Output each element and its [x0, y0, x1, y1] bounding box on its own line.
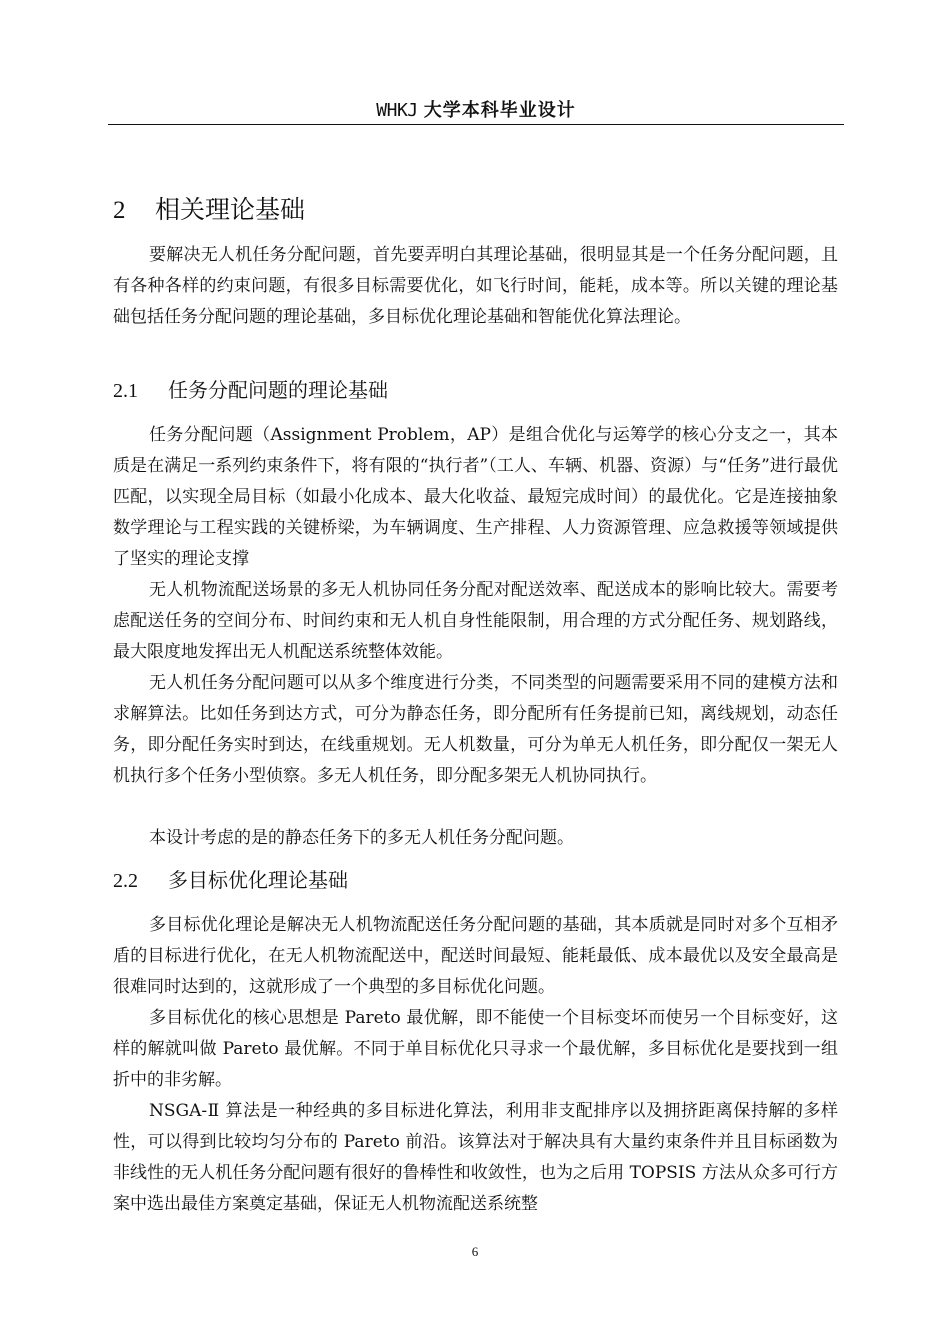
paragraph: NSGA-Ⅱ 算法是一种经典的多目标进化算法，利用非支配排序以及拥挤距离保持解的多样性，可以得到比较均匀分布的 Pareto 前沿。该算法对于解决具有大量约束条件并且目标函数为非线性的无人机任务分配问题有很好的鲁棒性和收敛性，也为之后用 TOPSIS 方法从众多可行方案中选出最佳方案奠定基础，保证无人机物流配送系统整 — [113, 1101, 838, 1214]
chapter-heading — [113, 192, 305, 229]
paragraph: 任务分配问题（Assignment Problem，AP）是组合优化与运筹学的核心分支之一，其本质是在满足一系列约束条件下，将有限的“执行者”（工人、车辆、机器、资源）与“任务”进行最优匹配，以实现全局目标（如最小化成本、最大化收益、最短完成时间）的最优化。它是连接抽象数学理论与工程实践的关键桥梁，为车辆调度、生产排程、人力资源管理、应急救援等领域提供了坚实的理论支撑 — [113, 425, 838, 569]
page-header — [108, 96, 844, 124]
intro-paragraph: 要解决无人机任务分配问题，首先要弄明白其理论基础，很明显其是一个任务分配问题，且有各种各样的约束问题，有很多目标需要优化，如飞行时间，能耗，成本等。所以关键的理论基础包括任务分配问题的理论基础，多目标优化理论基础和智能优化算法理论。 — [113, 245, 838, 327]
section-number: 2.1 — [113, 380, 138, 402]
page-number: 6 — [471, 1244, 479, 1259]
chapter-number: 2 — [113, 197, 126, 224]
section-title: 任务分配问题的理论基础 — [168, 378, 388, 402]
section-title: 多目标优化理论基础 — [168, 868, 348, 892]
header-title: 大学本科毕业设计 — [423, 100, 576, 121]
section-number: 2.2 — [113, 870, 138, 892]
section-heading-2-1 — [113, 375, 388, 406]
paragraph: 无人机任务分配问题可以从多个维度进行分类，不同类型的问题需要采用不同的建模方法和求解算法。比如任务到达方式，可分为静态任务，即分配所有任务提前已知，离线规划，动态任务，即分配任务实时到达，在线重规划。无人机数量，可分为单无人机任务，即分配仅一架无人机执行多个任务小型侦察。多无人机任务，即分配多架无人机协同执行。 — [113, 673, 838, 786]
paragraph: 多目标优化的核心思想是 Pareto 最优解，即不能使一个目标变坏而使另一个目标变好，这样的解就叫做 Pareto 最优解。不同于单目标优化只寻求一个最优解，多目标优化是要找到一组折中的非劣解。 — [113, 1008, 838, 1090]
section-heading-2-2 — [113, 865, 348, 896]
paragraph: 无人机物流配送场景的多无人机协同任务分配对配送效率、配送成本的影响比较大。需要考虑配送任务的空间分布、时间约束和无人机自身性能限制，用合理的方式分配任务、规划路线，最大限度地发挥出无人机配送系统整体效能。 — [113, 580, 838, 662]
paragraph: 多目标优化理论是解决无人机物流配送任务分配问题的基础，其本质就是同时对多个互相矛盾的目标进行优化，在无人机物流配送中，配送时间最短、能耗最低、成本最优以及安全最高是很难同时达到的，这就形成了一个典型的多目标优化问题。 — [113, 915, 838, 997]
header-divider — [108, 124, 844, 125]
chapter-title: 相关理论基础 — [155, 195, 306, 224]
header-latin: WHKJ — [376, 100, 418, 121]
paragraph: 本设计考虑的是的静态任务下的多无人机任务分配问题。 — [149, 828, 574, 848]
